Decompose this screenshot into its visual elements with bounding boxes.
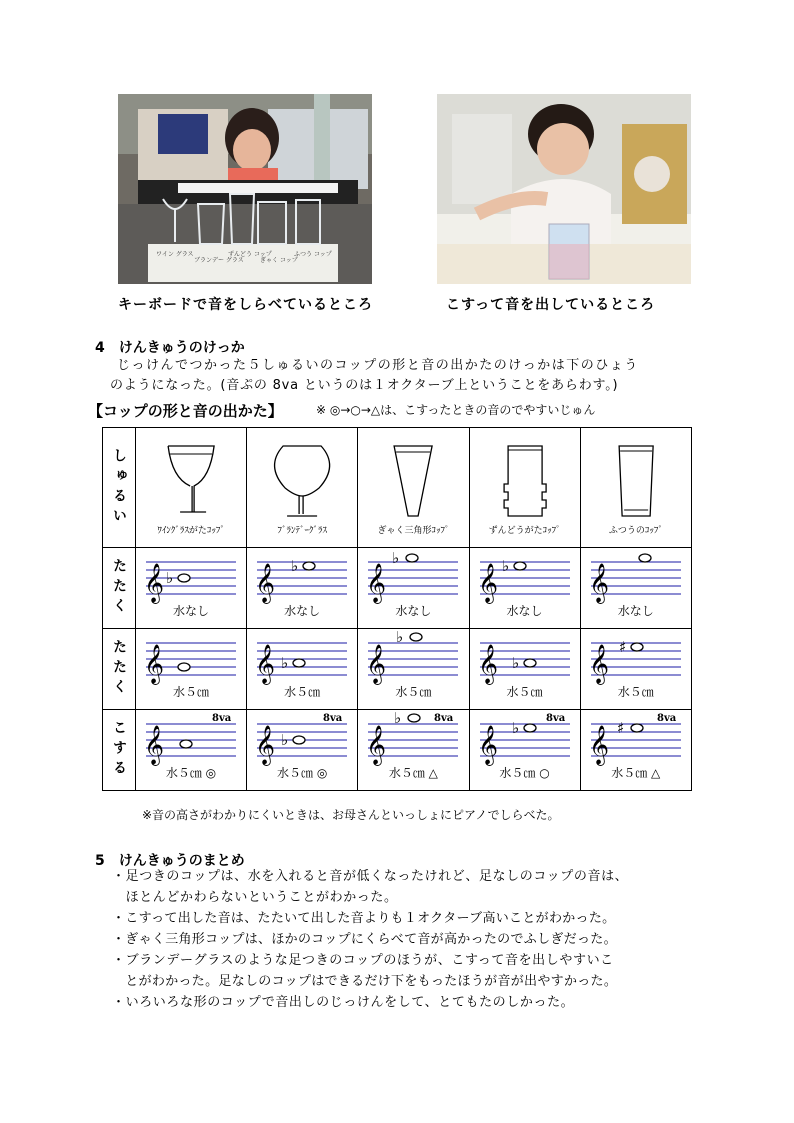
treble-clef-icon: 𝄞 xyxy=(366,644,387,684)
note-cell xyxy=(580,710,691,791)
card-label: ふつう コップ xyxy=(294,251,332,258)
condition-label: 水なし xyxy=(617,604,654,618)
note-cell xyxy=(358,629,469,710)
cup-cell-wine xyxy=(136,428,247,548)
summary-bullet: とがわかった。足なしのコップはできるだけ下をもったほうが音が出やすかった。 xyxy=(112,974,618,989)
flat-sign: ♭ xyxy=(281,731,289,749)
table-note: ※ ◎→○→△は、こすったときの音のでやすいじゅん xyxy=(316,403,596,417)
note-cell xyxy=(580,548,691,629)
condition-label: 水５㎝ ◎ xyxy=(277,766,328,780)
summary-bullet: ・こすって出した音は、たたいて出した音よりも１オクターブ高いことがわかった。 xyxy=(112,911,616,926)
flat-sign: ♭ xyxy=(281,654,289,672)
whole-note xyxy=(639,554,651,562)
whole-note xyxy=(524,659,536,667)
whole-note xyxy=(514,562,526,570)
whole-note xyxy=(408,714,420,722)
treble-clef-icon: 𝄞 xyxy=(255,563,276,603)
note-cell xyxy=(247,629,358,710)
condition-label: 水５㎝ △ xyxy=(611,766,661,780)
flat-sign: ♭ xyxy=(392,549,400,567)
table-title: 【コップの形と音の出かた】 xyxy=(88,402,283,420)
brandy-glass-icon xyxy=(247,438,357,523)
normal-cup-icon xyxy=(581,438,691,523)
treble-clef-icon: 𝄞 xyxy=(477,725,498,765)
note-cell xyxy=(247,548,358,629)
whole-note xyxy=(293,659,305,667)
flat-sign: ♭ xyxy=(291,557,299,575)
sharp-sign: ♯ xyxy=(616,719,625,737)
note-cell xyxy=(136,710,247,791)
treble-clef-icon: 𝄞 xyxy=(255,725,276,765)
summary-bullet: ・足つきのコップは、水を入れると音が低くなったけれど、足なしのコップの音は、 xyxy=(112,869,629,884)
condition-label: 水なし xyxy=(395,604,432,618)
cup-cell-normal xyxy=(580,428,691,548)
treble-clef-icon: 𝄞 xyxy=(144,725,165,765)
footnote: ※音の高さがわかりにくいときは、お母さんといっしょにピアノでしらべた。 xyxy=(142,808,560,822)
treble-clef-icon: 𝄞 xyxy=(144,644,165,684)
cup-name: ﾌﾞﾗﾝﾃﾞｰｸﾞﾗｽ xyxy=(277,526,328,536)
summary-bullet: ・ブランデーグラスのような足つきのコップのほうが、こすって音を出しやすいこ xyxy=(112,953,614,968)
whole-note xyxy=(303,562,315,570)
zundou-cup-icon xyxy=(470,438,580,523)
photo-keyboard xyxy=(118,94,372,284)
flat-sign: ♭ xyxy=(511,719,519,737)
note-cell xyxy=(358,710,469,791)
condition-label: 水５㎝ ◎ xyxy=(165,766,217,780)
octave-mark: 8va xyxy=(212,713,232,724)
card-label: ブランデー グラス xyxy=(194,257,244,264)
note-cell xyxy=(580,629,691,710)
photo-caption-left: キーボードで音をしらべているところ xyxy=(118,297,373,313)
card-label: ワイン グラス xyxy=(156,251,194,258)
condition-label: 水５㎝ ○ xyxy=(499,766,550,780)
whole-note xyxy=(178,663,190,671)
section4-heading: 4 けんきゅうのけっか xyxy=(95,340,245,356)
cup-sound-table xyxy=(102,427,692,791)
condition-label: 水５㎝ △ xyxy=(388,766,438,780)
treble-clef-icon: 𝄞 xyxy=(255,644,276,684)
octave-mark: 8va xyxy=(323,713,343,724)
condition-label: 水５㎝ xyxy=(617,685,654,699)
section5-heading: 5 けんきゅうのまとめ xyxy=(95,853,245,869)
treble-clef-icon: 𝄞 xyxy=(477,563,498,603)
summary-bullet: ・いろいろな形のコップで音出しのじっけんをして、とてもたのしかった。 xyxy=(112,995,575,1010)
note-cell xyxy=(469,710,580,791)
whole-note xyxy=(178,574,190,582)
treble-clef-icon: 𝄞 xyxy=(477,644,498,684)
cup-name: ふつうのｺｯﾌﾟ xyxy=(608,526,663,536)
condition-label: 水５㎝ xyxy=(284,685,321,699)
condition-label: 水５㎝ xyxy=(395,685,432,699)
row-header-kind: しゅるい xyxy=(103,428,136,548)
treble-clef-icon: 𝄞 xyxy=(366,725,387,765)
treble-clef-icon: 𝄞 xyxy=(144,563,165,603)
row-header-rub: こする xyxy=(103,710,136,791)
treble-clef-icon: 𝄞 xyxy=(588,563,609,603)
summary-bullet: ・ぎゃく三角形コップは、ほかのコップにくらべて音が高かったのでふしぎだった。 xyxy=(112,932,617,947)
inverted-triangle-cup-icon xyxy=(358,438,468,523)
note-cell xyxy=(469,629,580,710)
section4-line1: じっけんでつかった５しゅるいのコップの形と音の出かたのけっかは下のひょう xyxy=(117,358,639,373)
whole-note xyxy=(293,736,305,744)
note-cell xyxy=(136,629,247,710)
sharp-sign: ♯ xyxy=(618,638,627,656)
flat-sign: ♭ xyxy=(394,710,402,727)
condition-label: 水５㎝ xyxy=(172,685,209,699)
card-label: ずんどう コップ xyxy=(228,251,272,258)
cup-name: ﾜｲﾝｸﾞﾗｽがたｺｯﾌﾟ xyxy=(157,526,225,536)
whole-note xyxy=(631,643,643,651)
photo-rubbing xyxy=(437,94,691,284)
row-header-tap-dry: たたく xyxy=(103,548,136,629)
cup-name: ずんどうがたｺｯﾌﾟ xyxy=(488,526,561,536)
condition-label: 水なし xyxy=(284,604,321,618)
cup-cell-brandy xyxy=(247,428,358,548)
condition-label: 水なし xyxy=(506,604,543,618)
wine-glass-icon xyxy=(136,438,246,523)
condition-label: 水なし xyxy=(172,604,209,618)
note-cell xyxy=(358,548,469,629)
row-header-tap-water: たたく xyxy=(103,629,136,710)
flat-sign: ♭ xyxy=(501,557,509,575)
cup-cell-inverted-triangle xyxy=(358,428,469,548)
card-label: ぎゃく コップ xyxy=(260,257,298,264)
octave-mark: 8va xyxy=(434,713,454,724)
note-cell xyxy=(247,710,358,791)
flat-sign: ♭ xyxy=(166,569,174,587)
whole-note xyxy=(180,740,192,748)
whole-note xyxy=(406,554,418,562)
octave-mark: 8va xyxy=(545,713,565,724)
cup-cell-zundou xyxy=(469,428,580,548)
note-cell xyxy=(469,548,580,629)
octave-mark: 8va xyxy=(656,713,676,724)
cup-name: ぎゃく三角形ｺｯﾌﾟ xyxy=(377,526,450,536)
flat-sign: ♭ xyxy=(511,654,519,672)
treble-clef-icon: 𝄞 xyxy=(588,725,609,765)
treble-clef-icon: 𝄞 xyxy=(588,644,609,684)
flat-sign: ♭ xyxy=(396,629,404,646)
summary-bullet: ほとんどかわらないということがわかった。 xyxy=(112,890,398,905)
treble-clef-icon: 𝄞 xyxy=(366,563,387,603)
condition-label: 水５㎝ xyxy=(506,685,543,699)
section4-line2: のようになった。(音ぷの 8va というのは１オクターブ上ということをあらわす。) xyxy=(110,378,619,393)
whole-note xyxy=(631,724,643,732)
note-cell xyxy=(136,548,247,629)
whole-note xyxy=(524,724,536,732)
photo-caption-right: こすって音を出しているところ xyxy=(446,297,656,313)
whole-note xyxy=(410,633,422,641)
